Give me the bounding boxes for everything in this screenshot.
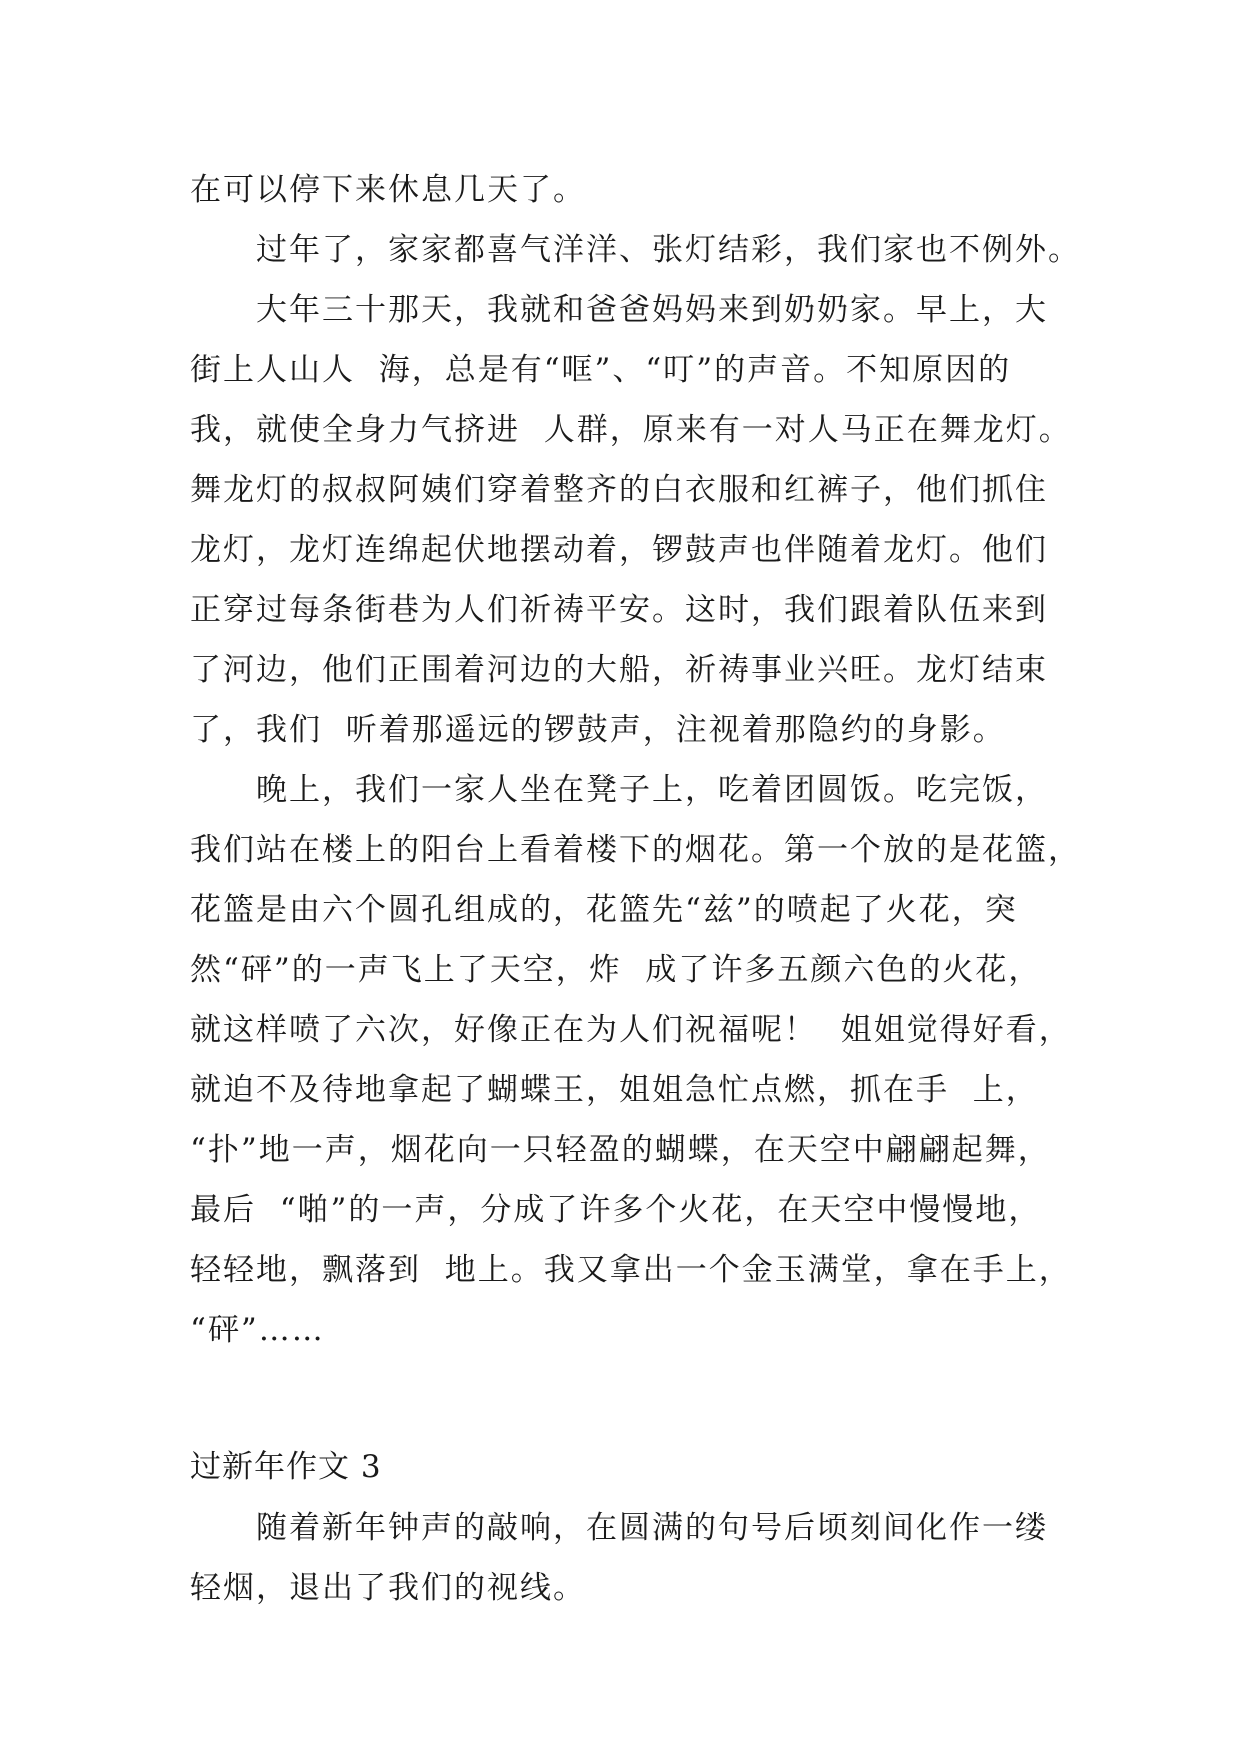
paragraph-line: 了河边，他们正围着河边的大船，祈祷事业兴旺。龙灯结束 [190, 652, 1048, 688]
paragraph-line: 就这样喷了六次，好像正在为人们祝福呢！ 姐姐觉得好看， [190, 1012, 1072, 1048]
paragraph-line: 轻轻地，飘落到 地上。我又拿出一个金玉满堂，拿在手上， [190, 1252, 1072, 1288]
paragraph-dragon-lantern [190, 280, 1090, 760]
paragraph-line: “扑”地一声，烟花向一只轻盈的蝴蝶，在天空中翩翩起舞， [190, 1132, 1051, 1168]
paragraph-line: 大年三十那天，我就和爸爸妈妈来到奶奶家。早上，大 [256, 292, 1048, 328]
paragraph-new-year-line: 过年了，家家都喜气洋洋、张灯结彩，我们家也不例外。 [256, 232, 1081, 268]
section-spacer [190, 1360, 1090, 1436]
paragraph-fireworks [190, 760, 1090, 1360]
paragraph-line: 了，我们 听着那遥远的锣鼓声，注视着那隐约的身影。 [190, 712, 1006, 748]
paragraph-line: 舞龙灯的叔叔阿姨们穿着整齐的白衣服和红裤子，他们抓住 [190, 472, 1048, 508]
paragraph-line: 我，就使全身力气挤进 人群，原来有一对人马正在舞龙灯。 [190, 412, 1072, 448]
paragraph-line: 最后 “啪”的一声，分成了许多个火花，在天空中慢慢地， [190, 1192, 1042, 1228]
paragraph-line: 龙灯，龙灯连绵起伏地摆动着，锣鼓声也伴随着龙灯。他们 [190, 532, 1048, 568]
paragraph-line: “砰”…… [190, 1312, 325, 1348]
paragraph-continuation-line: 在可以停下来休息几天了。 [190, 172, 586, 208]
paragraph-line: 就迫不及待地拿起了蝴蝶王，姐姐急忙点燃，抓在手 上， [190, 1072, 1039, 1108]
paragraph-line: 轻烟，退出了我们的视线。 [190, 1570, 586, 1606]
paragraph-line: 正穿过每条街巷为人们祈祷平安。这时，我们跟着队伍来到 [190, 592, 1048, 628]
paragraph-line: 随着新年钟声的敲响，在圆满的句号后顷刻间化作一缕 [256, 1510, 1048, 1546]
paragraph-line: 街上人山人 海，总是有“哐”、“叮”的声音。不知原因的 [190, 352, 1012, 388]
section-heading: 过新年作文 3 [190, 1449, 382, 1485]
document-body [190, 160, 1090, 1618]
paragraph-line: 然“砰”的一声飞上了天空，炸 成了许多五颜六色的火花， [190, 952, 1042, 988]
paragraph-line: 晚上，我们一家人坐在凳子上，吃着团圆饭。吃完饭， [256, 772, 1048, 808]
paragraph-line: 花篮是由六个圆孔组成的，花篮先“兹”的喷起了火花，突 [190, 892, 1018, 928]
paragraph-line: 我们站在楼上的阳台上看着楼下的烟花。第一个放的是花篮， [190, 832, 1081, 868]
paragraph-final [190, 1498, 1090, 1618]
